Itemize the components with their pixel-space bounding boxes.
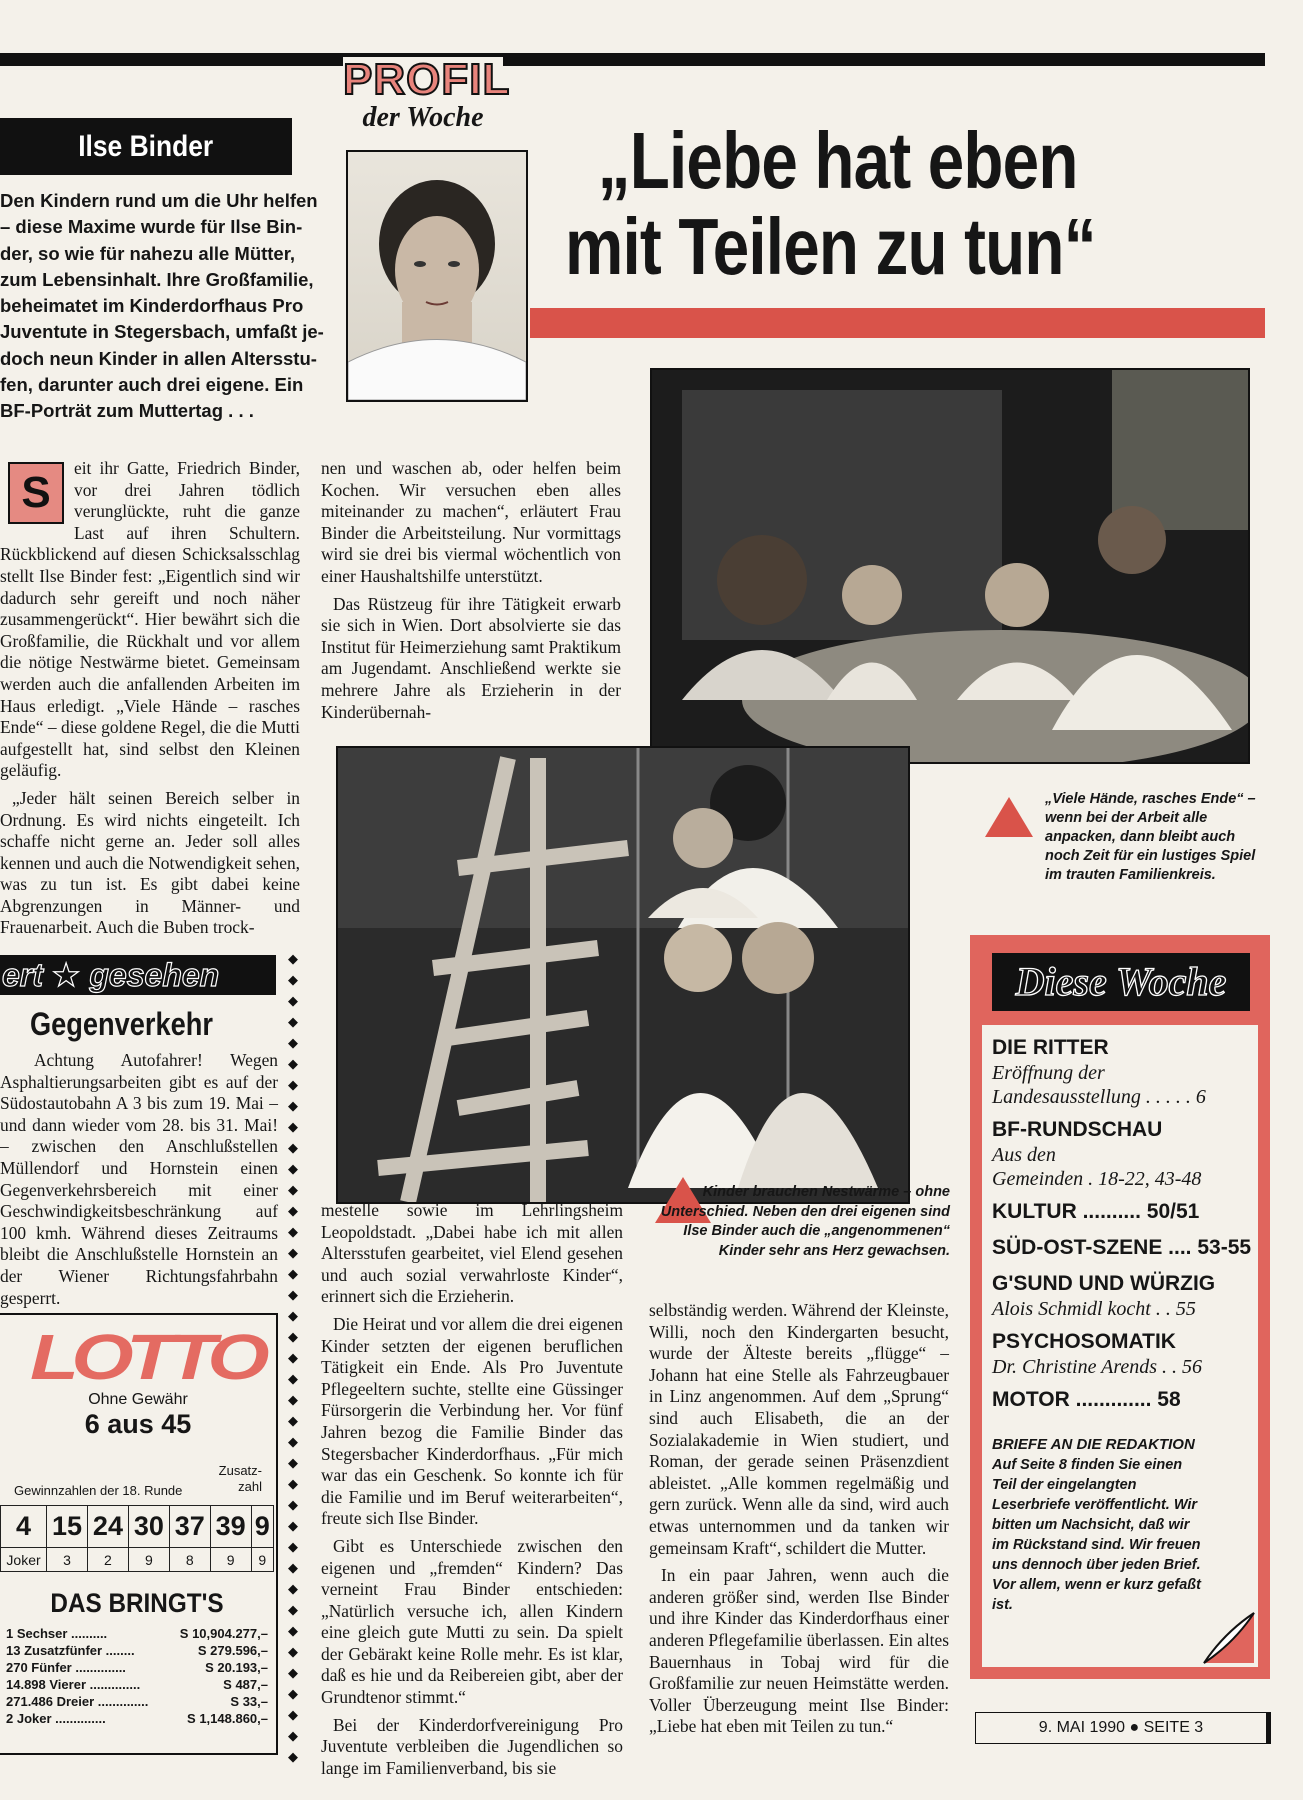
prize-row xyxy=(6,1676,268,1693)
lotto-game: 6 aus 45 xyxy=(84,1409,192,1439)
prize-row xyxy=(6,1710,268,1727)
article-column-1 xyxy=(0,458,300,945)
photo-family-table-image xyxy=(652,370,1248,762)
toc-heading: MOTOR ............. 58 xyxy=(992,1388,1181,1411)
photo-family-swing xyxy=(336,746,910,1204)
lotto-box xyxy=(0,1313,278,1755)
toc-item xyxy=(992,1329,1252,1379)
lotto-number: 37 xyxy=(169,1506,210,1548)
photo-family-swing-image xyxy=(338,748,908,1202)
lotto-number: 24 xyxy=(88,1506,129,1548)
gesehen-banner-text: ert ★ gesehen xyxy=(2,957,220,993)
lotto-logo: LOTTO xyxy=(30,1321,263,1393)
toc-sub: Dr. Christine Arends . . 56 xyxy=(992,1356,1203,1378)
article-column-3 xyxy=(649,1300,949,1744)
toc-heading: DIE RITTER xyxy=(992,1036,1109,1059)
caption-2-text: Kinder brauchen Nestwärme – ohne Unterschied. Neben den drei eigenen sind Ilse Binder auch die „angenommenen“ Kinder sehr ans Herz gewachsen. xyxy=(660,1184,950,1259)
prize-amount: S 20.193,– xyxy=(205,1660,268,1675)
toc-inner xyxy=(982,1025,1258,1667)
footer-date: 9. MAI 1990 ● SEITE 3 xyxy=(1038,1719,1204,1736)
intro-line: beheimatet im Kinderdorfhaus Pro xyxy=(0,295,304,317)
toc-heading: SÜD-OST-SZENE .... 53-55 xyxy=(992,1236,1252,1259)
toc-sub: Eröffnung der xyxy=(992,1062,1105,1084)
prize-label: 270 Fünfer .............. xyxy=(6,1660,126,1675)
bringts-title: DAS BRINGT'S xyxy=(50,1588,224,1618)
caption-1-text: „Viele Hände, rasches Ende“ – wenn bei der Arbeit alle anpacken, dann bleibt auch noch Zeit für ein lustiges Spiel im trauten Familienkreis. xyxy=(1045,791,1256,883)
gesehen-banner xyxy=(0,955,276,995)
intro-line: Den Kindern rund um die Uhr helfen xyxy=(0,190,318,211)
lotto-numbers-table xyxy=(0,1505,274,1572)
toc-sub: Landesausstellung . . . . . 6 xyxy=(992,1086,1206,1108)
lotto-joker-label: Joker xyxy=(1,1548,47,1572)
article-paragraph: Das Rüstzeug für ihre Tätigkeit erwarb sie sich in Wien. Dort absolvierte sie das Institut für Heimerziehung samt Praktikum am Jugendamt. Anschließend werkte sie mehrere Jahre als Erzieherin in der Kinderübernah- xyxy=(321,593,621,722)
prize-label: 1 Sechser .......... xyxy=(6,1626,108,1641)
page-curl-icon xyxy=(1194,1603,1264,1673)
toc-item xyxy=(992,1235,1252,1261)
toc-item xyxy=(992,1271,1252,1321)
caption-2 xyxy=(650,1183,950,1261)
prize-row xyxy=(6,1693,268,1710)
toc-sub: Gemeinden . 18-22, 43-48 xyxy=(992,1168,1202,1190)
article-paragraph: In ein paar Jahren, wenn auch die anderen größer sind, werden Ilse Binder und ihre Kinder das Kinderdorfhaus einer anderen Pflegefamilie überlassen. Ein altes Bauernhaus in Tobaj wird für die Großfamilie zur neuen Heimstätte werden. Voller Überzeugung meint Ilse Binder: „Liebe hat eben mit Teilen zu tun.“ xyxy=(649,1565,949,1737)
prize-amount: S 10,904.277,– xyxy=(179,1626,268,1641)
lotto-joker-digit: 9 xyxy=(210,1548,251,1572)
intro-line: fen, darunter auch drei eigene. Ein xyxy=(0,374,304,396)
page-footer xyxy=(975,1712,1271,1744)
diamond-separator: ◆ ◆ ◆ ◆ ◆ ◆ ◆ ◆ ◆ ◆ ◆ ◆ ◆ ◆ ◆ ◆ ◆ ◆ ◆ ◆ ◆ ◆ ◆ ◆ ◆ ◆ ◆ ◆ ◆ ◆ ◆ ◆ ◆ ◆ ◆ ◆ ◆ ◆ ◆ xyxy=(288,951,298,1764)
toc-item xyxy=(992,1387,1252,1413)
intro-line: der, so wie für nahezu alle Mütter, xyxy=(0,242,296,264)
prize-label: 2 Joker .............. xyxy=(6,1711,106,1726)
intro-line: Juventute in Stegersbach, umfaßt je- xyxy=(0,321,324,343)
intro-line: zum Lebensinhalt. Ihre Großfamilie, xyxy=(0,268,314,290)
prize-row xyxy=(6,1659,268,1676)
gesehen-text: Achtung Autofahrer! Wegen Asphaltierungsarbeiten gibt es auf der Südostautobahn A 3 bis zum 19. Mai – und dann wieder vom 28. bis 31. Mai! – zwischen den Anschlußstellen Müllendorf und Hornstein einen Gegenverkehrsbereich mit einer Geschwindigkeitsbeschränkung auf 100 kmh. Während dieses Zeitraums bleibt die Anschlußstelle Hornstein an der Wiener Richtungsfahrbahn gesperrt. xyxy=(0,1050,278,1308)
article-paragraph: Die Heirat und vor allem die drei eigenen Kinder setzten der eigenen beruflichen Tätigkeit ein Ende. Als Pro Juventute Pflegeeltern suchte, stellte eine Güssinger Fürsorgerin die Verbindung her. Vor fünf Jahren bezog die Familie Binder das Stegersbacher Kinderdorfhaus. „Für mich war das ein Geschenk. So konnte ich für die Familie und im Beruf weiterarbeiten“, freute sich Ilse Binder. xyxy=(321,1313,623,1529)
name-box xyxy=(0,118,292,175)
lotto-joker-digit: 9 xyxy=(128,1548,169,1572)
toc-box xyxy=(970,935,1270,1679)
toc-heading: BF-RUNDSCHAU xyxy=(992,1118,1163,1141)
lotto-round-label: Gewinnzahlen der 18. Runde xyxy=(14,1483,183,1498)
lotto-number: 30 xyxy=(128,1506,169,1548)
article-column-2-bottom xyxy=(321,1200,623,1785)
profil-title: PROFIL xyxy=(343,55,511,104)
article-paragraph: nen und waschen ab, oder helfen beim Kochen. Wir versuchen eben alles miteinander zu machen“, erläutert Frau Binder die Arbeitsteilung. Nur vormittags wird sie drei bis viermal wöchentlich von einer Haushaltshilfe unterstützt. xyxy=(321,458,621,586)
headline-line-2: mit Teilen zu tun“ xyxy=(565,202,1096,291)
drop-cap: S xyxy=(21,468,51,517)
toc-title: Diese Woche xyxy=(1015,959,1227,1004)
photo-family-table xyxy=(650,368,1250,764)
article-paragraph: mestelle sowie im Lehrlingsheim Leopoldstadt. „Dabei habe ich mit allen Altersstufen gearbeitet, viel Elend gesehen und auch sozial verwahrloste Kinder“, erinnert sich die Erzieherin. xyxy=(321,1200,623,1307)
letters-title: BRIEFE AN DIE REDAKTION xyxy=(992,1436,1195,1453)
intro-text xyxy=(0,188,324,425)
lotto-number: 39 xyxy=(210,1506,251,1548)
gesehen-body xyxy=(0,1050,278,1315)
portrait-image xyxy=(348,152,526,400)
prize-label: 13 Zusatzfünfer ........ xyxy=(6,1643,135,1658)
toc-heading: PSYCHOSOMATIK xyxy=(992,1330,1176,1353)
toc-heading: G'SUND UND WÜRZIG xyxy=(992,1272,1216,1295)
prize-label: 271.486 Dreier .............. xyxy=(6,1694,149,1709)
prize-list xyxy=(6,1625,268,1727)
lotto-joker-digit: 9 xyxy=(251,1548,273,1572)
profil-subtitle: der Woche xyxy=(362,102,484,133)
prize-amount: S 1,148.860,– xyxy=(187,1711,268,1726)
gesehen-title: Gegenverkehr xyxy=(30,1006,213,1042)
toc-item xyxy=(992,1035,1252,1109)
prize-label: 14.898 Vierer .............. xyxy=(6,1677,141,1692)
toc-title-banner xyxy=(992,953,1250,1011)
prize-amount: S 487,– xyxy=(223,1677,268,1692)
article-paragraph: Bei der Kinderdorfvereinigung Pro Juventute verbleiben die Jugendlichen so lange im Familienverband, bis sie xyxy=(321,1714,623,1778)
top-rule xyxy=(0,53,1265,66)
prize-amount: S 33,– xyxy=(230,1694,268,1709)
caption-1-marker xyxy=(985,797,1033,837)
article-paragraph: Gibt es Unterschiede zwischen den eigenen und „fremden“ Kindern? Das verneint Frau Binder entschieden: „Natürlich versuche ich, allen Kindern eine gleich gute Mutti zu sein. Da spielt der Gebärakt keine Rolle mehr. Es ist klar, daß es hie und da Reibereien gibt, aber der Grundtenor stimmt.“ xyxy=(321,1535,623,1708)
prize-row xyxy=(6,1642,268,1659)
lotto-joker-digit: 2 xyxy=(88,1548,129,1572)
lotto-zusatz-label: Zusatz- zahl xyxy=(218,1463,262,1494)
headline-line-1: „Liebe hat eben xyxy=(597,116,1078,205)
article-paragraph: eit ihr Gatte, Friedrich Binder, vor drei Jahren tödlich verunglückte, ruht die ganze Last auf ihren Schultern. Rückblickend auf diesen Schicksalsschlag stellt Ilse Binder fest: „Eigentlich sind wir dadurch sehr gereift und noch näher zusammengerückt“. Hier bewährt sich die Großfamilie, die Rückhalt und vor allem die nötige Nestwärme bietet. Gemeinsam werden auch die anfallenden Arbeiten im Haus erledigt. „Viele Hände – rasches Ende“ – diese goldene Regel, die die Mutti aufgestellt hat, sind selbst den Kleinen geläufig. xyxy=(0,458,300,781)
lotto-zusatzzahl: 9 xyxy=(251,1506,273,1548)
intro-line: – diese Maxime wurde für Ilse Bin- xyxy=(0,216,303,238)
article-column-2-top xyxy=(321,458,621,729)
toc-heading: KULTUR .......... 50/51 xyxy=(992,1200,1200,1223)
portrait-photo xyxy=(346,150,528,402)
profil-badge xyxy=(343,55,511,137)
lotto-number: 4 xyxy=(1,1506,47,1548)
prize-row xyxy=(6,1625,268,1642)
toc-sub: Alois Schmidl kocht . . 55 xyxy=(992,1298,1196,1320)
toc-item xyxy=(992,1117,1252,1191)
profile-name: Ilse Binder xyxy=(78,130,214,163)
lotto-joker-digit: 3 xyxy=(47,1548,88,1572)
headline xyxy=(565,118,1265,290)
toc-item xyxy=(992,1199,1252,1225)
article-paragraph: „Jeder hält seinen Bereich selber in Ordnung. Es wird nichts eingeteilt. Ich schaffe nicht gerne an. Jeder soll alles kennen und auch die Notwendigkeit sehen, was zu tun ist. Es gibt dabei keine Abgrenzungen in Männer- und Frauenarbeit. Auch die Buben trock- xyxy=(0,787,300,938)
lotto-joker-digit: 8 xyxy=(169,1548,210,1572)
lotto-disclaimer: Ohne Gewähr xyxy=(88,1391,188,1408)
drop-cap-box xyxy=(8,462,64,524)
headline-underline-bar xyxy=(530,308,1265,338)
prize-amount: S 279.596,– xyxy=(197,1643,268,1658)
intro-line: BF-Porträt zum Muttertag . . . xyxy=(0,400,254,422)
letters-body: Auf Seite 8 finden Sie einen Teil der eingelangten Leserbriefe veröffentlicht. Wir bitten um Nachsicht, daß wir im Rückstand sind. Wir freuen uns dennoch über jeden Brief. Vor allem, wenn er kurz gefaßt ist. xyxy=(992,1457,1201,1613)
intro-line: doch neun Kinder in allen Altersstu- xyxy=(0,347,317,369)
toc-sub: Aus den xyxy=(992,1144,1056,1166)
lotto-number: 15 xyxy=(47,1506,88,1548)
article-paragraph: selbständig werden. Während der Kleinste, Willi, noch den Kindergarten besucht, wurde der Älteste bereits „flügge“ – Johann hat eine Stelle als Fahrzeugbauer in Linz angenommen. Auf dem „Sprung“ sind auch Elisabeth, die an der Sozialakademie in Wien studiert, und Roman, der gerade seinen Präsenzdient ableistet. „Alle kommen regelmäßig und gern zurück. Wenn alle da sind, wird auch etwas unternommen und da tanken wir gemeinsam Kraft“, schildert die Mutter. xyxy=(649,1300,949,1558)
caption-1 xyxy=(1045,790,1265,885)
